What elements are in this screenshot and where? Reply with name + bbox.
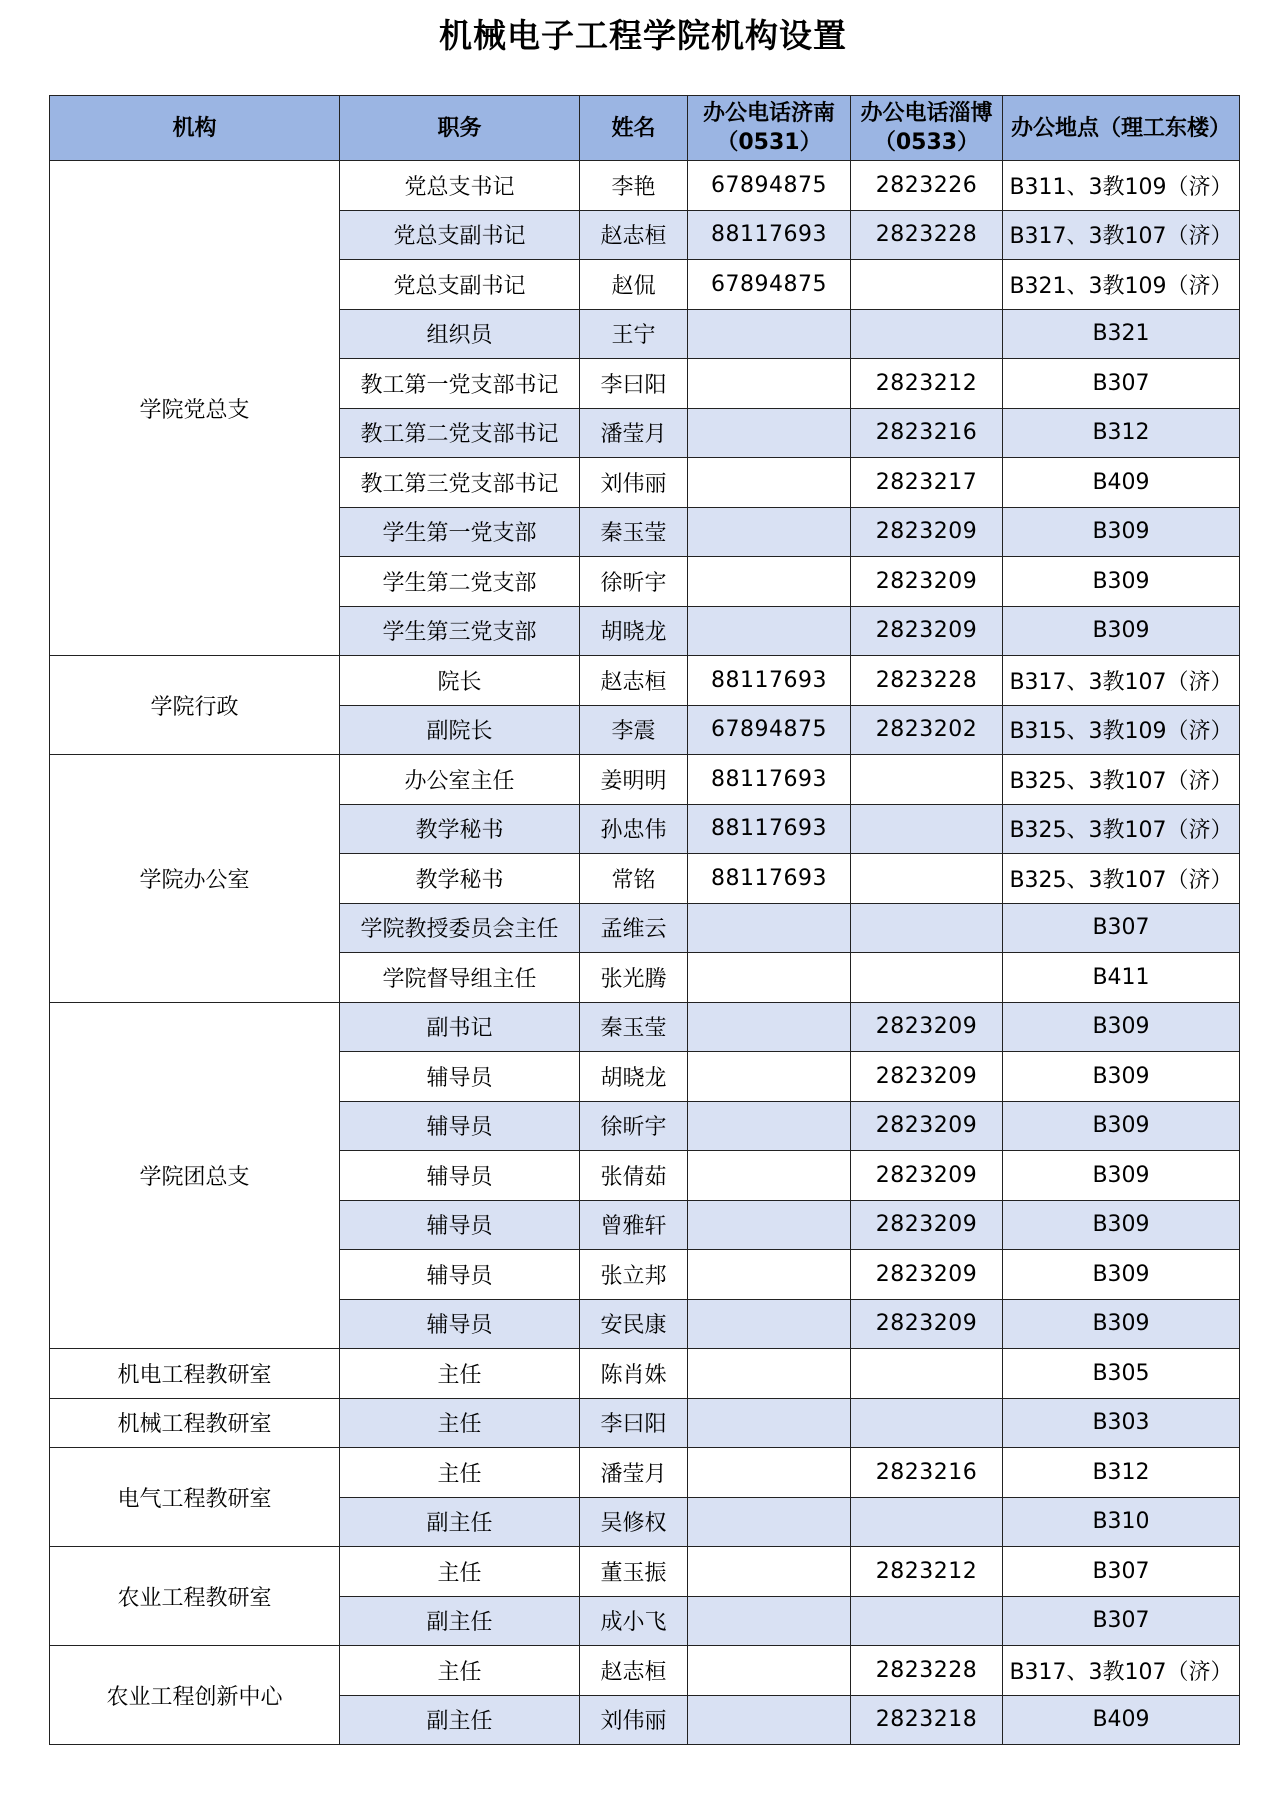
location-cell: B307: [1003, 1547, 1240, 1597]
org-cell: 学院行政: [50, 656, 340, 755]
phone-jinan-cell: [688, 1547, 851, 1597]
name-cell: 潘莹月: [580, 408, 688, 458]
position-cell: 院长: [340, 656, 580, 706]
name-cell: 徐昕宇: [580, 557, 688, 607]
location-cell: B309: [1003, 507, 1240, 557]
phone-zibo-cell: [851, 804, 1003, 854]
phone-jinan-cell: 88117693: [688, 854, 851, 904]
name-cell: 赵志桓: [580, 210, 688, 260]
position-cell: 副主任: [340, 1596, 580, 1646]
location-cell: B325、3教107（济）: [1003, 755, 1240, 805]
phone-jinan-cell: [688, 1002, 851, 1052]
phone-zibo-cell: [851, 1349, 1003, 1399]
phone-jinan-cell: 88117693: [688, 210, 851, 260]
phone-jinan-cell: 67894875: [688, 705, 851, 755]
location-cell: B309: [1003, 557, 1240, 607]
location-cell: B309: [1003, 1002, 1240, 1052]
header-org: 机构: [50, 96, 340, 161]
page-title: 机械电子工程学院机构设置: [439, 16, 847, 55]
name-cell: 吴修权: [580, 1497, 688, 1547]
location-cell: B321: [1003, 309, 1240, 359]
location-cell: B317、3教107（济）: [1003, 210, 1240, 260]
location-cell: B309: [1003, 1250, 1240, 1300]
phone-jinan-cell: [688, 606, 851, 656]
phone-zibo-cell: 2823228: [851, 656, 1003, 706]
org-cell: 机电工程教研室: [50, 1349, 340, 1399]
phone-zibo-cell: [851, 755, 1003, 805]
position-cell: 学生第二党支部: [340, 557, 580, 607]
phone-jinan-cell: [688, 1250, 851, 1300]
header-phone-jinan: 办公电话济南（0531）: [688, 96, 851, 161]
location-cell: B312: [1003, 1448, 1240, 1498]
phone-zibo-cell: [851, 854, 1003, 904]
phone-zibo-cell: 2823209: [851, 606, 1003, 656]
location-cell: B315、3教109（济）: [1003, 705, 1240, 755]
name-cell: 李艳: [580, 161, 688, 211]
position-cell: 学生第三党支部: [340, 606, 580, 656]
name-cell: 李曰阳: [580, 359, 688, 409]
phone-zibo-cell: 2823212: [851, 359, 1003, 409]
name-cell: 赵侃: [580, 260, 688, 310]
phone-jinan-cell: [688, 1448, 851, 1498]
position-cell: 组织员: [340, 309, 580, 359]
phone-zibo-cell: 2823209: [851, 507, 1003, 557]
name-cell: 曾雅轩: [580, 1200, 688, 1250]
position-cell: 副主任: [340, 1695, 580, 1745]
name-cell: 张立邦: [580, 1250, 688, 1300]
position-cell: 学院教授委员会主任: [340, 903, 580, 953]
header-name: 姓名: [580, 96, 688, 161]
org-cell: 农业工程创新中心: [50, 1646, 340, 1745]
location-cell: B325、3教107（济）: [1003, 804, 1240, 854]
name-cell: 姜明明: [580, 755, 688, 805]
phone-jinan-cell: 88117693: [688, 656, 851, 706]
location-cell: B307: [1003, 359, 1240, 409]
position-cell: 副院长: [340, 705, 580, 755]
phone-zibo-cell: 2823212: [851, 1547, 1003, 1597]
phone-jinan-cell: [688, 1497, 851, 1547]
location-cell: B305: [1003, 1349, 1240, 1399]
table-row: [50, 1547, 1240, 1597]
position-cell: 主任: [340, 1547, 580, 1597]
position-cell: 辅导员: [340, 1299, 580, 1349]
phone-jinan-cell: [688, 309, 851, 359]
phone-zibo-cell: 2823217: [851, 458, 1003, 508]
name-cell: 董玉振: [580, 1547, 688, 1597]
name-cell: 秦玉莹: [580, 507, 688, 557]
phone-zibo-cell: 2823228: [851, 210, 1003, 260]
location-cell: B309: [1003, 1101, 1240, 1151]
phone-jinan-cell: [688, 953, 851, 1003]
position-cell: 教学秘书: [340, 854, 580, 904]
phone-jinan-cell: [688, 359, 851, 409]
position-cell: 学生第一党支部: [340, 507, 580, 557]
location-cell: B311、3教109（济）: [1003, 161, 1240, 211]
phone-zibo-cell: 2823228: [851, 1646, 1003, 1696]
location-cell: B317、3教107（济）: [1003, 1646, 1240, 1696]
location-cell: B309: [1003, 606, 1240, 656]
org-cell: 学院党总支: [50, 161, 340, 656]
name-cell: 王宁: [580, 309, 688, 359]
position-cell: 副书记: [340, 1002, 580, 1052]
phone-zibo-cell: [851, 1398, 1003, 1448]
position-cell: 主任: [340, 1398, 580, 1448]
table-row: [50, 161, 1240, 211]
position-cell: 辅导员: [340, 1151, 580, 1201]
name-cell: 刘伟丽: [580, 1695, 688, 1745]
phone-zibo-cell: 2823209: [851, 1250, 1003, 1300]
table-row: [50, 755, 1240, 805]
phone-jinan-cell: [688, 1596, 851, 1646]
position-cell: 主任: [340, 1448, 580, 1498]
phone-zibo-cell: 2823202: [851, 705, 1003, 755]
name-cell: 刘伟丽: [580, 458, 688, 508]
name-cell: 赵志桓: [580, 656, 688, 706]
org-cell: 学院团总支: [50, 1002, 340, 1349]
phone-zibo-cell: 2823209: [851, 1052, 1003, 1102]
table-row: [50, 656, 1240, 706]
header-phone-zibo: 办公电话淄博（0533）: [851, 96, 1003, 161]
location-cell: B317、3教107（济）: [1003, 656, 1240, 706]
location-cell: B309: [1003, 1299, 1240, 1349]
position-cell: 教学秘书: [340, 804, 580, 854]
location-cell: B312: [1003, 408, 1240, 458]
name-cell: 潘莹月: [580, 1448, 688, 1498]
name-cell: 张倩茹: [580, 1151, 688, 1201]
org-cell: 学院办公室: [50, 755, 340, 1003]
position-cell: 主任: [340, 1646, 580, 1696]
name-cell: 秦玉莹: [580, 1002, 688, 1052]
position-cell: 教工第二党支部书记: [340, 408, 580, 458]
phone-jinan-cell: 88117693: [688, 755, 851, 805]
phone-zibo-cell: 2823216: [851, 408, 1003, 458]
phone-zibo-cell: 2823216: [851, 1448, 1003, 1498]
name-cell: 成小飞: [580, 1596, 688, 1646]
name-cell: 张光腾: [580, 953, 688, 1003]
table-body: [50, 161, 1240, 1745]
phone-jinan-cell: [688, 1101, 851, 1151]
table-row: [50, 1002, 1240, 1052]
phone-jinan-cell: [688, 408, 851, 458]
phone-jinan-cell: [688, 458, 851, 508]
position-cell: 副主任: [340, 1497, 580, 1547]
table-row: [50, 1448, 1240, 1498]
name-cell: 常铭: [580, 854, 688, 904]
phone-jinan-cell: [688, 1398, 851, 1448]
table-row: [50, 1398, 1240, 1448]
name-cell: 胡晓龙: [580, 1052, 688, 1102]
position-cell: 教工第三党支部书记: [340, 458, 580, 508]
location-cell: B321、3教109（济）: [1003, 260, 1240, 310]
phone-jinan-cell: 67894875: [688, 161, 851, 211]
location-cell: B309: [1003, 1200, 1240, 1250]
name-cell: 徐昕宇: [580, 1101, 688, 1151]
table-header-row: [50, 96, 1240, 161]
phone-zibo-cell: [851, 953, 1003, 1003]
org-cell: 电气工程教研室: [50, 1448, 340, 1547]
location-cell: B325、3教107（济）: [1003, 854, 1240, 904]
phone-zibo-cell: [851, 1596, 1003, 1646]
position-cell: 辅导员: [340, 1052, 580, 1102]
location-cell: B310: [1003, 1497, 1240, 1547]
org-cell: 机械工程教研室: [50, 1398, 340, 1448]
name-cell: 陈肖姝: [580, 1349, 688, 1399]
location-cell: B411: [1003, 953, 1240, 1003]
location-cell: B309: [1003, 1052, 1240, 1102]
phone-zibo-cell: 2823209: [851, 1200, 1003, 1250]
phone-jinan-cell: [688, 1349, 851, 1399]
position-cell: 办公室主任: [340, 755, 580, 805]
name-cell: 孙忠伟: [580, 804, 688, 854]
phone-zibo-cell: 2823226: [851, 161, 1003, 211]
name-cell: 孟维云: [580, 903, 688, 953]
phone-zibo-cell: [851, 309, 1003, 359]
name-cell: 赵志桓: [580, 1646, 688, 1696]
phone-jinan-cell: [688, 1695, 851, 1745]
org-structure-table: [49, 95, 1240, 1745]
position-cell: 党总支副书记: [340, 210, 580, 260]
position-cell: 辅导员: [340, 1250, 580, 1300]
phone-jinan-cell: 88117693: [688, 804, 851, 854]
phone-jinan-cell: [688, 507, 851, 557]
position-cell: 党总支副书记: [340, 260, 580, 310]
phone-jinan-cell: [688, 1200, 851, 1250]
table-row: [50, 1349, 1240, 1399]
phone-jinan-cell: 67894875: [688, 260, 851, 310]
position-cell: 主任: [340, 1349, 580, 1399]
table-row: [50, 1646, 1240, 1696]
phone-zibo-cell: 2823209: [851, 1002, 1003, 1052]
phone-jinan-cell: [688, 1151, 851, 1201]
name-cell: 李震: [580, 705, 688, 755]
phone-zibo-cell: 2823209: [851, 1151, 1003, 1201]
location-cell: B307: [1003, 1596, 1240, 1646]
phone-zibo-cell: 2823218: [851, 1695, 1003, 1745]
header-position: 职务: [340, 96, 580, 161]
position-cell: 教工第一党支部书记: [340, 359, 580, 409]
location-cell: B409: [1003, 458, 1240, 508]
phone-zibo-cell: [851, 1497, 1003, 1547]
phone-jinan-cell: [688, 557, 851, 607]
position-cell: 辅导员: [340, 1200, 580, 1250]
name-cell: 胡晓龙: [580, 606, 688, 656]
phone-jinan-cell: [688, 1052, 851, 1102]
position-cell: 学院督导组主任: [340, 953, 580, 1003]
org-cell: 农业工程教研室: [50, 1547, 340, 1646]
phone-zibo-cell: 2823209: [851, 557, 1003, 607]
phone-zibo-cell: 2823209: [851, 1299, 1003, 1349]
phone-zibo-cell: 2823209: [851, 1101, 1003, 1151]
position-cell: 辅导员: [340, 1101, 580, 1151]
location-cell: B409: [1003, 1695, 1240, 1745]
phone-jinan-cell: [688, 1646, 851, 1696]
name-cell: 李曰阳: [580, 1398, 688, 1448]
location-cell: B303: [1003, 1398, 1240, 1448]
phone-zibo-cell: [851, 903, 1003, 953]
location-cell: B309: [1003, 1151, 1240, 1201]
phone-jinan-cell: [688, 903, 851, 953]
location-cell: B307: [1003, 903, 1240, 953]
header-location: 办公地点（理工东楼）: [1003, 96, 1240, 161]
position-cell: 党总支书记: [340, 161, 580, 211]
phone-zibo-cell: [851, 260, 1003, 310]
name-cell: 安民康: [580, 1299, 688, 1349]
phone-jinan-cell: [688, 1299, 851, 1349]
